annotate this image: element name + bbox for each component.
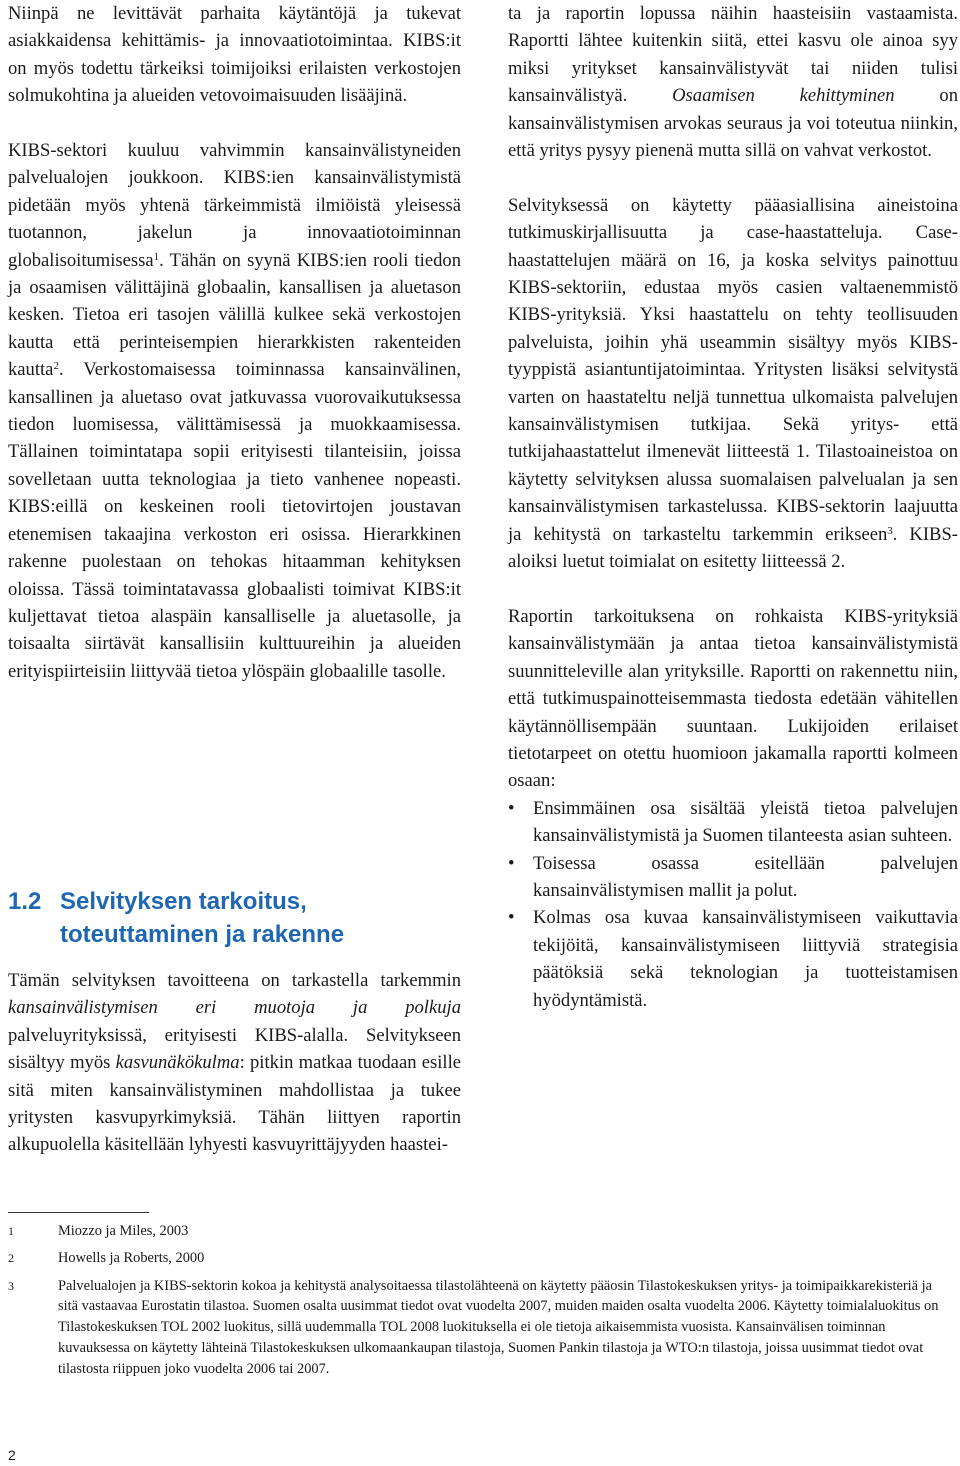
right-column — [508, 0, 958, 1014]
paragraph: Niinpä ne levittävät parhaita käytäntöjä ja tukevat asiakkaidensa kehittämis- ja innovaatiotoimintaa. KIBS:it on myös todettu tärkeiksi toimijoiksi erilaisten verkostojen solmukohtina ja alueiden vetovoimaisuuden lisääjinä. — [8, 3, 461, 107]
paragraph: Selvityksessä on käytetty pääasiallisina aineistoina tutkimuskirjallisuutta ja case-haastatteluja. Case-haastattelujen määrä on 16, ja koska selvitys painottuu KIBS-sektoriin, edustaa myös casien valtaenemmistö KIBS-yrityksiä. Yksi haastattelu on tehty teollisuuden palveluista, joihin yhä useammin sisältyy myös KIBS-tyyppistä asiantuntijatoimintaa. Yritysten lisäksi selvitystä varten on haastateltu neljä tunnettua ulkomaista palvelujen kansainvälistymisen tutkijaa. Sekä yritys- että tutkijahaastattelut ilmenevät liitteestä 1. Tilastoaineistoa on käytetty selvityksen alussa suomalaisen palvelualan ja sen kansainvälistymisen tarkastelussa. KIBS-sektorin laajuutta ja kehitystä on tarkasteltu tarkemmin erikseen$^3$. KIBS-aloiksi luetut toimialat on esitetty liitteessä 2. — [508, 194, 958, 573]
section-title-line1: Selvityksen tarkoitus, — [60, 888, 307, 915]
footnote-ref[interactable]: 2 — [53, 360, 59, 373]
paragraph: Raportin tarkoituksena on rohkaista KIBS-yrityksiä kansainvälistymään ja antaa tietoa kansainvälistymistä suunnitteleville alan yrityksille. Raportti on rakennettu niin, että tutkimuspainotteisemmasta tiedosta edetään vähitellen käytännöllisempään suuntaan. Lukijoiden erilaiset tietotarpeet on otettu huomioon jakamalla raportti kolmeen osaan: — [508, 605, 958, 792]
footnotes — [8, 1221, 948, 1380]
footnote — [8, 1276, 948, 1380]
footnote-text: Miozzo ja Miles, 2003 — [58, 1223, 189, 1239]
list-item: • Ensimmäinen osa sisältää yleistä tietoa palvelujen kansainvälistymistä ja Suomen tilanteesta asian suhteen. — [508, 795, 958, 850]
list-item: • Toisessa osassa esitellään palvelujen kansainvälistymisen mallit ja polut. — [508, 850, 958, 905]
paragraph: ta ja raportin lopussa näihin haasteisiin vastaamista. Raportti lähtee kuitenkin siitä, ettei kasvu ole ainoa syy miksi yritykset kansainvälistyvät tai niiden tulisi kansainvälistyä. Osaamisen kehittyminen on kansainvälistymisen arvokas seuraus ja voi toteutua niinkin, että yritys pysyy pienenä mutta sillä on vahvat verkostot. — [508, 3, 958, 162]
footnote-divider — [8, 1212, 149, 1213]
section-title-line2: toteuttaminen ja rakenne — [60, 921, 345, 948]
footnote-number: 2 — [8, 1250, 14, 1265]
footnote-number: 3 — [8, 1278, 14, 1293]
footnote-ref[interactable]: 1 — [153, 250, 160, 263]
section-paragraph: Tämän selvityksen tavoitteena on tarkastella tarkemmin kansainvälistymisen eri muotoja ja polkuja palveluyrityksissä, erityisesti KIBS-alalla. Selvitykseen sisältyy myös kasvunäkökulma: pitkin matkaa tuodaan esille sitä miten kansainvälistyminen mahdollistaa ja tukee yritysten kasvupyrkimyksiä. Tähän liittyen raportin alkupuolella käsitellään lyhyesti kasvuyrittäjyyden haastei- — [8, 970, 461, 1156]
page-number: 2 — [8, 1447, 16, 1463]
section-number: 1.2 — [8, 888, 42, 915]
paragraph: KIBS-sektori kuuluu vahvimmin kansainvälistyneiden palvelualojen joukkoon. KIBS:ien kansainvälistymistä pidetään myös yhtenä tärkeimmistä ilmiöistä yleisessä tuotannon, jakelun ja innovaatiotoiminnan globalisoitumisessa$^1$. Tähän on syynä KIBS:ien rooli tiedon ja osaamisen välittäjinä globaalin, kansallisen ja aluetason kesken. Tietoa eri tasojen välillä kulkee sekä verkostojen kautta että perinteisempien hierarkkisten rakenteiden kautta$^2$. Verkostomaisessa toiminnassa kansainvälinen, kansallinen ja aluetaso ovat jatkuvassa vuorovaikutuksessa tiedon luomisessa, välittämisessä ja muokkaamisessa. Tällainen toimintatapa sopii erityisesti tilanteisiin, joissa sovelletaan uutta teknologiaa ja tieto vanhenee nopeasti. KIBS:eillä on keskeinen rooli tietovirtojen joustavan etenemisen takaajina verkoston eri osissa. Hierarkkinen rakenne puolestaan on tehokas hitaamman kehityksen oloissa. Tässä toimintatavassa globaalisti toimivat KIBS:it kuljettavat tietoa alaspäin kansalliselle ja aluetasolle, ja toisaalta siirtävät kansallisiin kulttuureihin ja alueiden erityispiirteisiin liittyvää tietoa ylöspäin globaalille tasolle. — [8, 140, 461, 682]
footnote — [8, 1248, 948, 1269]
footnote-text: Palvelualojen ja KIBS-sektorin kokoa ja kehitystä analysoitaessa tilastolähteenä on käytetty pääosin Tilastokeskuksen yritys- ja toimipaikkarekisteriä ja sitä vastaavaa Eurostatin tilastoa. Suomen osalta uusimmat tiedot ovat vuodelta 2007, muiden maiden osalta vuodelta 2006. Käytetty toimialaluokitus on Tilastokeskuksen TOL 2002 luokitus, sillä uudemmalla TOL 2008 luokituksella ei ole tietoja aikaisemmista vuosista. Kansainvälisen toiminnan kuvauksessa on käytetty lähteinä Tilastokeskuksen ulkomaankaupan tilastoja, Suomen Pankin tilastoja ja WTO:n tilastoja, joissa uusimmat tiedot ovat tilastosta riippuen joko vuodelta 2006 tai 2007. — [58, 1277, 939, 1377]
bullet-list — [508, 795, 958, 1014]
footnote-ref[interactable]: 3 — [887, 524, 893, 537]
footnote-text: Howells ja Roberts, 2000 — [58, 1249, 205, 1266]
footnote-number: 1 — [8, 1224, 14, 1238]
footnote — [8, 1221, 948, 1242]
left-column — [8, 0, 461, 685]
list-item: • Kolmas osa kuvaa kansainvälistymiseen vaikuttavia tekijöitä, kansainvälistymiseen liittyviä strategisia päätöksiä sekä teknologian ja tuotteistamisen hyödyntämistä. — [508, 904, 958, 1014]
section-heading — [8, 885, 461, 951]
